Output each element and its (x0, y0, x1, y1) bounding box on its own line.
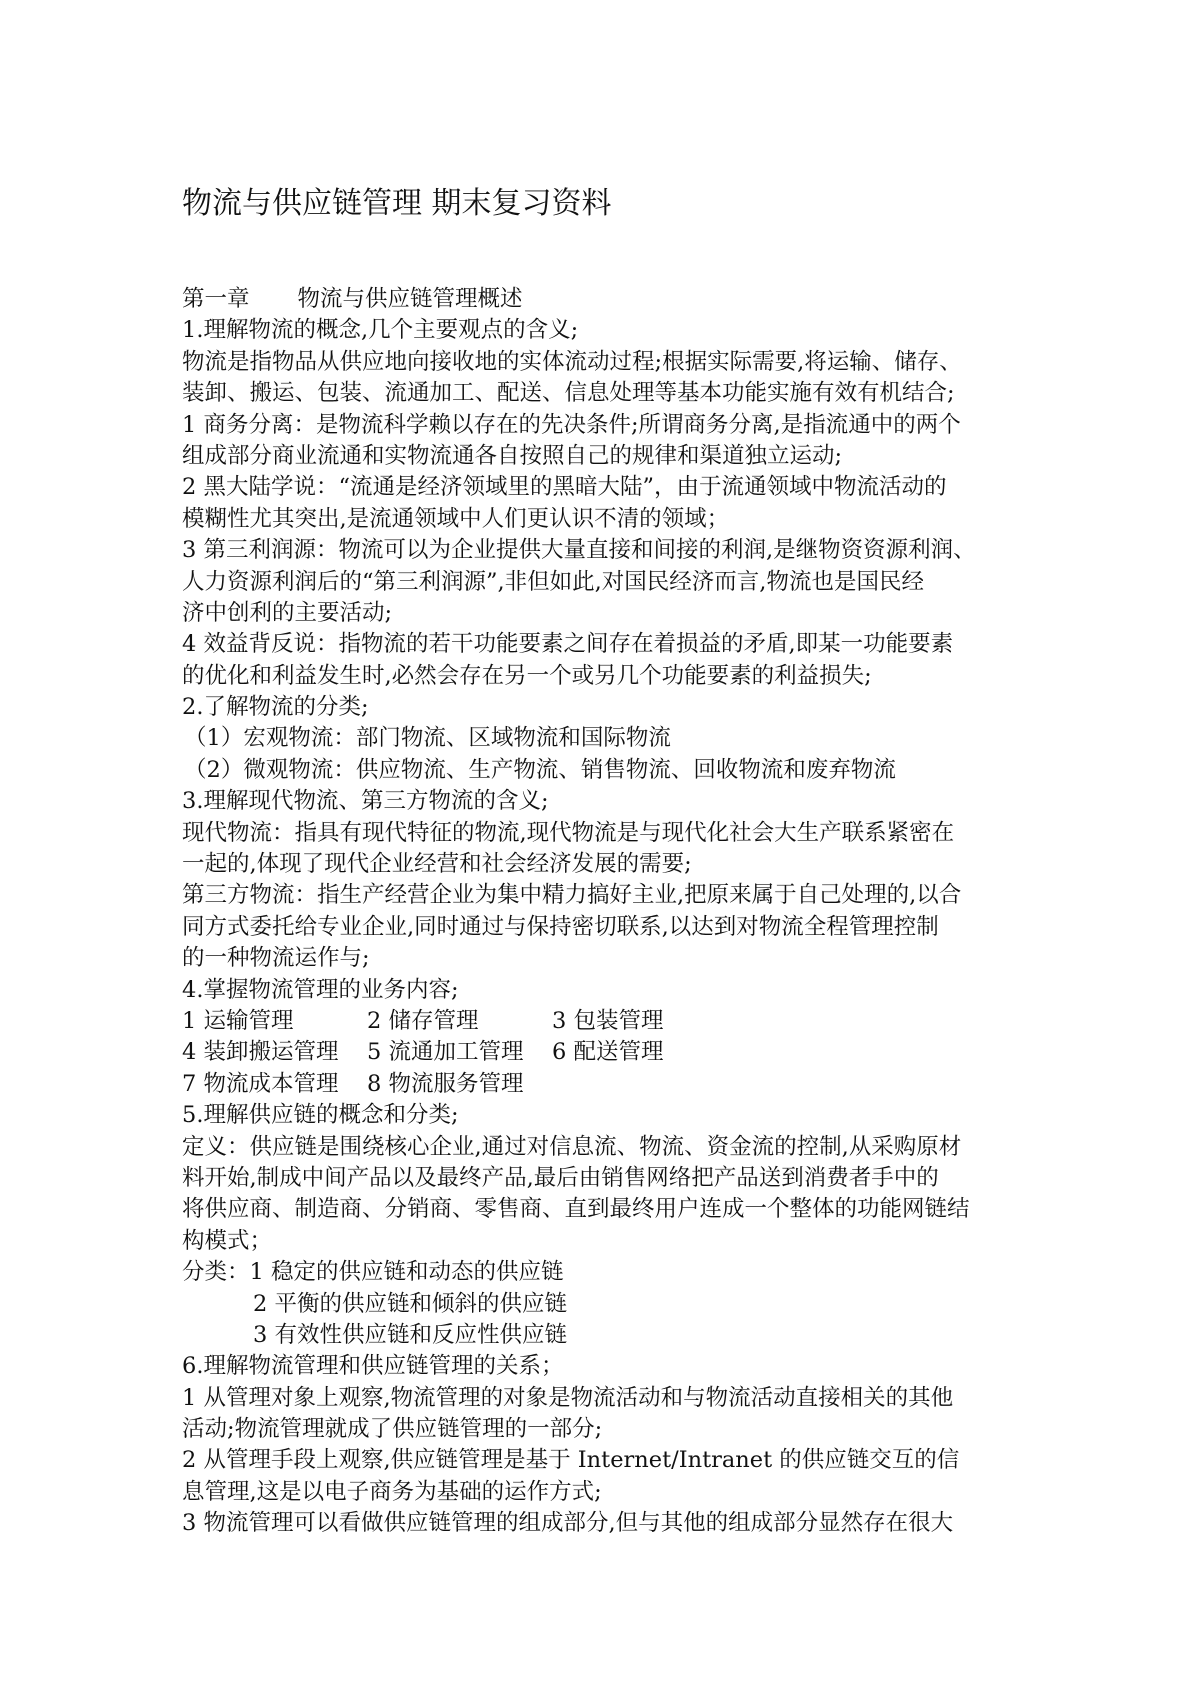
business-item: 8 物流服务管理 (367, 1070, 524, 1097)
text-line: 物流是指物品从供应地向接收地的实体流动过程;根据实际需要,将运输、储存、 (182, 348, 962, 375)
classification-item: 2 平衡的供应链和倾斜的供应链 (253, 1290, 567, 1317)
text-line: 现代物流：指具有现代特征的物流,现代物流是与现代化社会大生产联系紧密在 (182, 819, 955, 846)
document-title: 物流与供应链管理 期末复习资料 (182, 186, 612, 221)
text-line: （2）微观物流：供应物流、生产物流、销售物流、回收物流和废弃物流 (184, 756, 896, 783)
business-row (182, 1037, 1012, 1068)
business-item: 1 运输管理 (182, 1007, 294, 1034)
text-line: 料开始,制成中间产品以及最终产品,最后由销售网络把产品送到消费者手中的 (182, 1164, 939, 1191)
text-line: 一起的,体现了现代企业经营和社会经济发展的需要; (182, 851, 692, 878)
text-line: 息管理,这是以电子商务为基础的运作方式; (182, 1478, 602, 1505)
text-line: 1.理解物流的概念,几个主要观点的含义; (182, 317, 579, 344)
text-line: 模糊性尤其突出,是流通领域中人们更认识不清的领域； (182, 505, 730, 532)
business-item: 3 包装管理 (552, 1007, 664, 1034)
text-line: 3.理解现代物流、第三方物流的含义; (182, 788, 549, 815)
text-line: 3 物流管理可以看做供应链管理的组成部分,但与其他的组成部分显然存在很大 (182, 1510, 954, 1537)
text-line: 2.了解物流的分类; (182, 694, 369, 721)
text-line: 人力资源利润后的“第三利润源”,非但如此,对国民经济而言,物流也是国民经 (182, 568, 924, 595)
business-row (182, 1069, 1012, 1100)
classification-list (182, 1289, 1012, 1352)
text-line: 分类：1 稳定的供应链和动态的供应链 (182, 1259, 564, 1286)
text-line: 第三方物流：指生产经营企业为集中精力搞好主业,把原来属于自己处理的,以合 (182, 882, 962, 909)
business-item: 4 装卸搬运管理 (182, 1039, 339, 1066)
text-line: 3 第三利润源：物流可以为企业提供大量直接和间接的利润,是继物资资源利润、 (182, 537, 976, 564)
business-item: 7 物流成本管理 (182, 1070, 339, 1097)
text-line: 4.掌握物流管理的业务内容; (182, 976, 459, 1003)
text-line: 4 效益背反说：指物流的若干功能要素之间存在着损益的矛盾,即某一功能要素 (182, 631, 954, 658)
text-line: 的一种物流运作与; (182, 945, 370, 972)
text-line: 济中创利的主要活动; (182, 599, 393, 626)
business-item: 5 流通加工管理 (367, 1039, 524, 1066)
text-line: 6.理解物流管理和供应链管理的关系； (182, 1353, 564, 1380)
document-body (182, 284, 1012, 1540)
text-line: 的优化和利益发生时,必然会存在另一个或另几个功能要素的利益损失; (182, 662, 872, 689)
text-line: 2 从管理手段上观察,供应链管理是基于 Internet/Intranet 的供应链交互的信 (182, 1447, 960, 1474)
business-row (182, 1006, 1012, 1037)
text-line: 1 商务分离：是物流科学赖以存在的先决条件;所谓商务分离,是指流通中的两个 (182, 411, 961, 438)
text-line: 同方式委托给专业企业,同时通过与保持密切联系,以达到对物流全程管理控制 (182, 913, 939, 940)
text-line: 装卸、搬运、包装、流通加工、配送、信息处理等基本功能实施有效有机结合; (182, 380, 955, 407)
business-item: 2 储存管理 (367, 1007, 479, 1034)
text-line: 1 从管理对象上观察,物流管理的对象是物流活动和与物流活动直接相关的其他 (182, 1384, 954, 1411)
text-block-1 (182, 315, 1012, 1006)
text-line: 2 黑大陆学说：“流通是经济领域里的黑暗大陆”，由于流通领域中物流活动的 (182, 474, 947, 501)
classification-item: 3 有效性供应链和反应性供应链 (253, 1321, 567, 1348)
business-item: 6 配送管理 (552, 1039, 664, 1066)
text-line: 组成部分商业流通和实物流通各自按照自己的规律和渠道独立运动; (182, 442, 843, 469)
text-block-2 (182, 1100, 1012, 1288)
text-line: 将供应商、制造商、分销商、零售商、直到最终用户连成一个整体的功能网链结 (182, 1196, 970, 1223)
text-line: 构模式； (182, 1227, 273, 1254)
business-items-table (182, 1006, 1012, 1100)
text-line: （1）宏观物流：部门物流、区域物流和国际物流 (184, 725, 671, 752)
text-line: 活动;物流管理就成了供应链管理的一部分; (182, 1416, 603, 1443)
text-block-3 (182, 1351, 1012, 1539)
chapter-label: 第一章 (182, 286, 250, 312)
text-line: 定义：供应链是围绕核心企业,通过对信息流、物流、资金流的控制,从采购原材 (182, 1133, 962, 1160)
chapter-heading (182, 284, 1012, 315)
text-line: 5.理解供应链的概念和分类; (182, 1102, 459, 1129)
chapter-name: 物流与供应链管理概述 (297, 286, 523, 312)
